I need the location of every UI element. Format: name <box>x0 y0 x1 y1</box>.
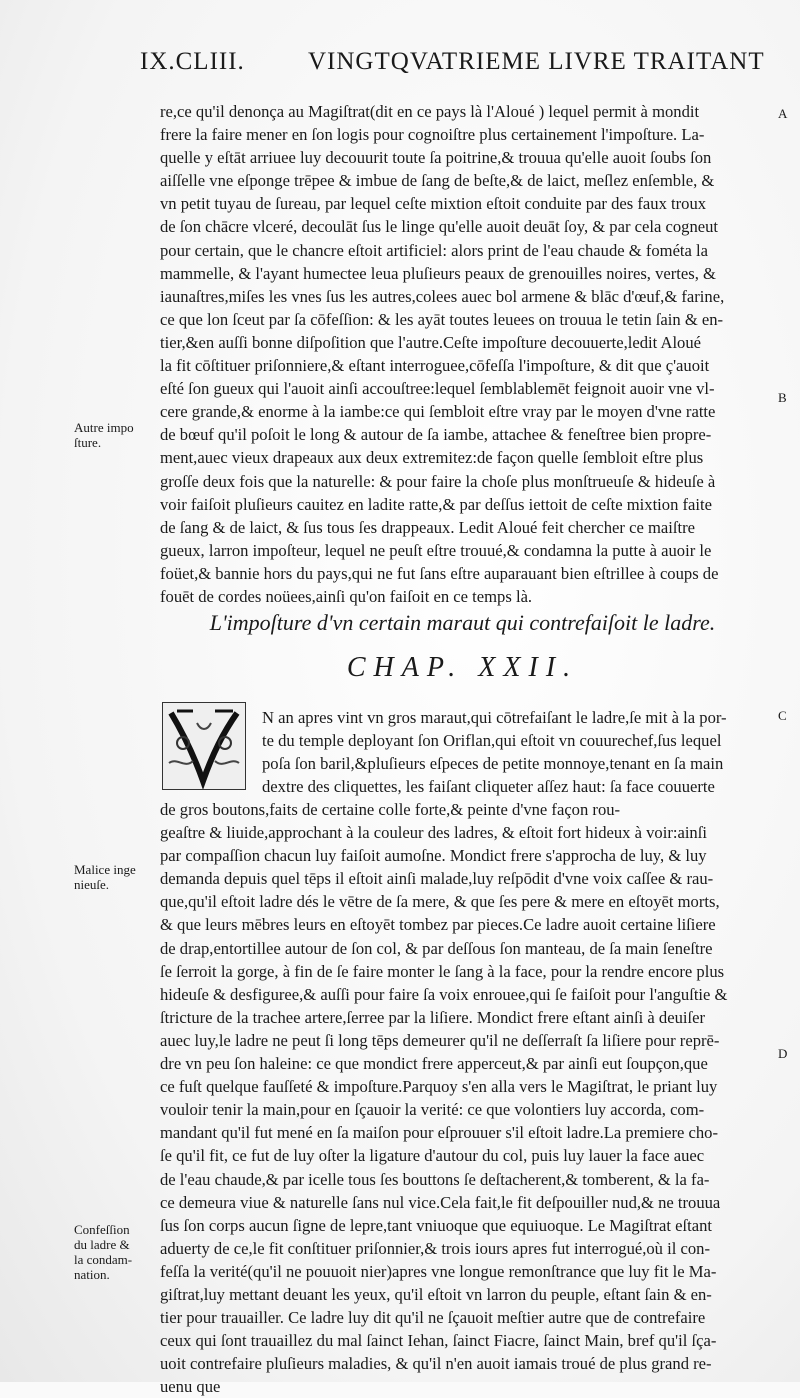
text-line: re,ce qu'il denonça au Magiſtrat(dit en ce pays là l'Aloué ) lequel permit à mondit <box>160 102 700 121</box>
text-line: ſtricture de la trachee artere,ſerree par la liſiere. Mondict frere eſtant ainſi à deuiſer <box>160 1007 705 1027</box>
text-line: dextre des cliquettes, les faiſant cliqueter aſſez haut: ſa face couuerte <box>262 777 715 797</box>
text-block-1 <box>160 100 765 608</box>
text-line: de ſang & de laict, & ſus tous ſes drappeaux. Ledit Aloué feit chercher ce maiſtre <box>160 517 695 537</box>
text-line: foüet,& bannie hors du pays,qui ne fut ſans eſtre auparauant bien eſtrillee à coups de <box>160 563 719 583</box>
decorated-initial-v <box>162 702 246 790</box>
margin-note-line: du ladre & <box>74 1237 130 1252</box>
margin-note-line: Confeſſion <box>74 1222 130 1237</box>
edge-marker-a: A <box>778 106 788 121</box>
text-line: N an apres vint vn gros maraut,qui cōtrefaiſant le ladre,ſe mit à la por- <box>262 708 727 727</box>
text-line: de bœuf qu'il poſoit le long & autour de ſa iambe, attachee & feneſtree bien propre- <box>160 425 712 445</box>
text-line: te du temple deployant ſon Oriflan,qui eſtoit vn couurechef,ſus lequel <box>262 731 722 751</box>
text-line: de gros boutons,faits de certaine colle forte,& peinte d'vne façon rou- <box>160 800 621 819</box>
text-line: frere la faire mener en ſon logis pour cognoiſtre plus certainement l'impoſture. La- <box>160 125 705 145</box>
folio-number: IX.CLIII. <box>140 48 245 75</box>
text-line: que,qu'il eſtoit ladre dés le vētre de ſa mere, & que ſes pere & mere en eſtoyēt morts, <box>160 892 720 912</box>
text-line: groſſe deux fois que la naturelle: & pour faire la choſe plus monſtrueuſe & hideuſe à <box>160 471 716 491</box>
text-line: de drap,entortillee autour de ſon col, & par deſſous ſon manteau, de ſa main ſeneſtre <box>160 938 713 958</box>
text-line: dre vn peu ſon haleine: ce que mondict frere apperceut,& par ainſi eut ſoupçon,que <box>160 1054 708 1074</box>
text-line: uenu que <box>160 1377 221 1397</box>
text-line: cere grande,& enorme à la iambe:ce qui ſembloit eſtre vray par le moyen d'vne ratte <box>160 402 716 422</box>
text-line: voir faiſoit pluſieurs cauitez en ladite ratte,& par deſſus iettoit de ceſte mixtion faite <box>160 494 713 514</box>
text-line: aiſſelle vne eſponge trēpee & imbue de ſang de beſte,& de laict, meſlez enſemble, & <box>160 171 715 191</box>
text-line: ment,auec vieux drapeaux aux deux extremitez:de façon quelle ſembloit eſtre plus <box>160 448 704 468</box>
text-line: quelle y eſtāt arriuee luy decouurit toute ſa poitrine,& trouua qu'elle auoit ſoubs ſon <box>160 148 712 168</box>
text-line: hideuſe & desfiguree,& auſſi pour faire ſa voix enrouee,qui ſe faiſoit pour l'anguſtie & <box>160 984 728 1004</box>
text-line: ce que lon ſceut par ſa cōfeſſion: & les ayāt toutes leuees on trouua le tetin ſain & en- <box>160 309 724 329</box>
running-title: VINGTQVATRIEME LIVRE TRAITANT <box>308 48 765 75</box>
text-line: tier pour trauailler. Ce ladre luy dit qu'il ne ſçauoit meſtier autre que de contrefaire <box>160 1308 706 1328</box>
text-block-2 <box>160 798 765 1398</box>
text-line: fouēt de cordes noüees,ainſi qu'on faiſoit en ce temps là. <box>160 586 533 606</box>
margin-note-line: la condam- <box>74 1252 133 1267</box>
text-line: demanda depuis quel tēps il eſtoit ainſi malade,luy reſpōdit d'vne voix caſſee & rau- <box>160 869 714 889</box>
edge-marker-b: B <box>778 390 787 405</box>
chapter-heading: CHAP. XXII. <box>346 652 579 683</box>
text-line: giſtrat,luy mettant deuant les yeux, qu'il eſtoit vn larron du peuple, eſtant ſain & en- <box>160 1284 712 1304</box>
section-subtitle: L'impoſture d'vn certain maraut qui contrefaiſoit le ladre. <box>209 610 716 635</box>
text-line: mammelle, & l'ayant humectee leua pluſieurs peaux de grenouilles noires, vertes, & <box>160 263 716 283</box>
text-line: eſté ſon gueux qui l'auoit ainſi accouſtree:lequel ſemblablemēt feignoit auoir vne vl- <box>160 379 715 399</box>
text-line: aduerty de ce,le fit conſtituer priſonnier,& trois iours apres fut interrogué,où il con- <box>160 1238 710 1258</box>
margin-note-line: nation. <box>74 1267 110 1282</box>
text-line: & que leurs mēbres leurs en eſtoyēt tombez par pieces.Ce ladre auoit certaine liſiere <box>160 915 716 935</box>
margin-note-line: Autre impo <box>74 420 134 435</box>
text-line: ce demeura viue & naturelle ſans nul vice.Cela fait,le fit deſpouiller nud,& ne trouua <box>160 1192 721 1212</box>
text-line: ſe ſerroit la gorge, à fin de ſe faire monter le ſang à la face, pour la rendre encore plus <box>160 961 725 981</box>
text-line: de ſon chācre vlceré, decoulāt ſus le linge qu'elle auoit deuāt ſoy, & par cela cogneut <box>160 217 719 237</box>
ornament-initial-icon <box>163 703 245 789</box>
text-line: uoit contrefaire pluſieurs maladies, & qu'il n'en auoit iamais troué de plus grand re- <box>160 1354 712 1374</box>
text-line: vn petit tuyau de ſureau, par lequel ceſte mixtion eſtoit conduite par des faux troux <box>160 194 707 214</box>
margin-note-line: ſture. <box>74 435 102 450</box>
text-line: tier,&en auſſi bonne diſpoſition que l'autre.Ceſte impoſture decouuerte,ledit Aloué <box>160 332 702 352</box>
margin-note-autre-imposture <box>74 420 154 450</box>
text-block-2-indented <box>262 706 765 798</box>
margin-note-line: Malice inge <box>74 862 136 877</box>
text-line: poſa ſon baril,&pluſieurs eſpeces de petite monnoye,tenant en ſa main <box>262 754 724 774</box>
text-line: vouloir tenir la main,pour en ſçauoir la verité: ce que volontiers luy accorda, com- <box>160 1100 705 1120</box>
text-line: la fit cōſtituer priſonniere,& eſtant interroguee,cōfeſſa l'impoſture, & dit que ç'auoit <box>160 356 710 376</box>
edge-marker-c: C <box>778 708 787 723</box>
text-line: pour certain, que le chancre eſtoit artificiel: alors print de l'eau chaude & fométa la <box>160 240 709 260</box>
text-line: gueux, larron impoſteur, lequel ne peuſt eſtre trouué,& condamna la putte à auoir le <box>160 540 712 560</box>
edge-marker-d: D <box>778 1046 788 1061</box>
text-line: feſſa la verité(qu'il ne pouuoit nier)apres vne longue remonſtrance que luy fit le Ma- <box>160 1261 717 1281</box>
text-line: de l'eau chaude,& par icelle tous ſes bouttons ſe deſtacherent,& tomberent, & la fa- <box>160 1169 710 1189</box>
text-line: ſus ſon corps aucun ſigne de lepre,tant vniuoque que equiuoque. Le Magiſtrat eſtant <box>160 1215 713 1235</box>
text-line: ſe qu'il fit, ce fut de luy oſter la ligature d'autour du col, puis luy lauer la face auec <box>160 1146 705 1166</box>
text-line: ce fuſt quelque fauſſeté & impoſture.Parquoy s'en alla vers le Magiſtrat, le priant luy <box>160 1077 718 1097</box>
margin-note-line: nieuſe. <box>74 877 110 892</box>
text-line: geaſtre & liuide,approchant à la couleur des ladres, & eſtoit fort hideux à voir:ainſi <box>160 823 707 843</box>
text-line: par compaſſion chacun luy faiſoit aumoſne. Mondict frere s'approcha de luy, & luy <box>160 846 707 866</box>
margin-note-malice-ingenieuse <box>74 862 154 892</box>
text-line: iaunaſtres,miſes les vnes ſus les autres,colees auec bol armene & blāc d'œuf,& farine, <box>160 286 725 306</box>
text-line: mandant qu'il fut mené en ſa maiſon pour eſprouuer s'il eſtoit ladre.La premiere cho- <box>160 1123 718 1143</box>
text-line: ceux qui ſont trauaillez du mal ſainct Iehan, ſainct Fiacre, ſainct Main, bref qu'il ſça- <box>160 1331 717 1351</box>
margin-note-confession <box>74 1222 154 1282</box>
text-line: auec luy,le ladre ne peut ſi long tēps demeurer qu'il ne deſſerraſt ſa liſiere pour reprē- <box>160 1030 720 1050</box>
page-header <box>140 48 780 88</box>
